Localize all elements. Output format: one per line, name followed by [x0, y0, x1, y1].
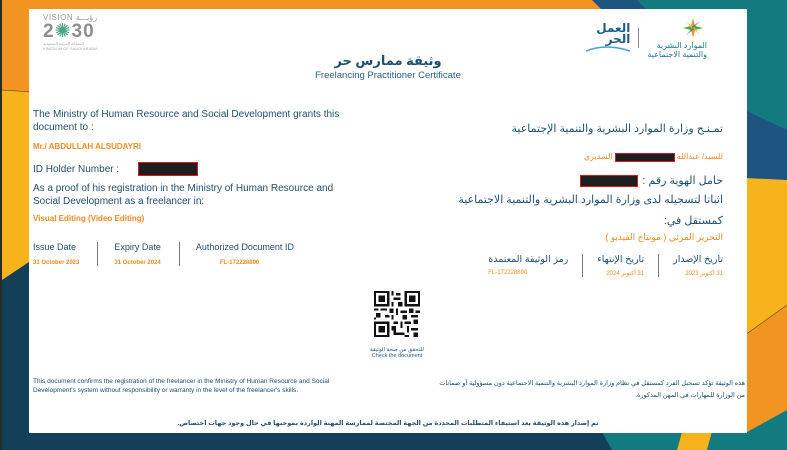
document-id-label-en: Authorized Document ID — [195, 242, 294, 252]
certificate-paper — [29, 9, 747, 433]
qr-verification[interactable] — [367, 291, 427, 359]
ministry-name-line1: الموارد البشرية — [656, 41, 707, 50]
profession-en: Visual Editing (Video Editing) — [33, 214, 145, 223]
arabic-proof: اثباتا لتسجيله لدى وزارة الموارد البشرية والتنمية الاجتماعية — [458, 194, 723, 206]
vision-digit: 2 — [43, 21, 55, 42]
qr-code-icon[interactable] — [374, 291, 420, 337]
vision-2030-logo — [43, 13, 113, 55]
vision-logo-sub-ar: المملكة العربية السعودية — [43, 41, 84, 46]
document-id-value-ar: FL-172228890 — [488, 270, 528, 276]
dates-ar — [474, 254, 723, 277]
ministry-star-icon — [679, 17, 707, 39]
redacted-name-ar — [615, 153, 675, 162]
vision-digits: 30 — [71, 21, 95, 42]
qr-label-ar: للتحقق من صحة الوثيقة — [370, 347, 424, 353]
vision-logo-sub-en: KINGDOM OF SAUDI ARABIA — [43, 46, 98, 51]
issue-date-value-ar: 31 أكتوبر 2023 — [685, 271, 723, 277]
expiry-date-label-ar: تاريخ الإنتهاء — [597, 254, 645, 265]
dates-en — [33, 242, 312, 266]
arabic-as-freelancer: كمستقل في: — [663, 215, 723, 227]
expiry-date-value-ar: 31 أكتوبر 2024 — [606, 271, 645, 277]
arabic-section — [393, 122, 723, 244]
issue-date-value-en: 31 October 2023 — [33, 260, 80, 266]
english-section — [33, 108, 353, 225]
holder-name-en: Mr./ ABDULLAH ALSUDAYRI — [33, 142, 142, 151]
title-arabic: وثيقة ممارس حر — [334, 53, 442, 68]
expiry-date-value-en: 31 October 2024 — [114, 260, 161, 266]
expiry-date-label-en: Expiry Date — [114, 242, 161, 252]
wave-icon — [586, 45, 630, 53]
qr-label-en: Check the document — [371, 353, 423, 359]
issue-date-label-en: Issue Date — [33, 242, 77, 252]
issue-date-en — [33, 242, 97, 266]
freework-line1: العمل — [596, 21, 631, 35]
logo-divider — [638, 28, 639, 48]
title-english: Freelancing Practitioner Certificate — [315, 70, 461, 81]
freework-logo — [586, 23, 630, 53]
issue-date-label-ar: تاريخ الإصدار — [673, 254, 723, 265]
expiry-date-ar — [583, 254, 659, 277]
document-id-en — [179, 242, 312, 266]
id-row-ar — [393, 174, 723, 188]
disclaimer-ar: هذه الوثيقة تؤكد تسجيل الفرد كمستقل في نظام وزارة الموارد البشرية والتنمية الاجتماعية دون مسؤولية أو ضمانات من الوزارة للمهارات في المهن المذكورة. — [439, 380, 745, 399]
id-row-en — [33, 162, 353, 176]
disclaimer-en: This document confirms the registration of the freelancer in the Ministry of Human Resource and Social Development's system without responsibility or warranty in the level of the freelancer's skills. — [33, 378, 330, 394]
redacted-id-en — [138, 162, 198, 176]
english-intro: The Ministry of Human Resource and Social Development grants this document to : — [33, 109, 340, 133]
redacted-id-ar — [580, 175, 638, 187]
certificate-frame — [2, 0, 787, 450]
vision-logo-title: VISION رؤيـــة — [43, 13, 98, 22]
english-proof: As a proof of his registration in the Ministry of Human Resource and Social Development as a freelancer in: — [33, 183, 334, 207]
id-label-en: ID Holder Number : — [33, 163, 120, 175]
document-id-value-en: FL-172228890 — [219, 260, 260, 266]
id-label-ar: حامل الهوية رقم : — [642, 175, 723, 187]
document-id-ar — [474, 254, 583, 277]
vision-logo-number — [43, 22, 113, 41]
name-prefix-ar: للسيد/ عبدالله — [676, 152, 723, 161]
disclaimer-footer-ar: تم إصدار هذه الوثيقة بعد استيفاء المتطلبات المحددة من الجهة المختصة لممارسة المهنة الواردة بموجبها في حال وجود جهات اختصاص. — [177, 420, 599, 427]
certificate-title — [29, 53, 747, 81]
expiry-date-en — [97, 242, 179, 266]
name-suffix-ar: السديري — [583, 152, 613, 161]
holder-name-ar — [393, 150, 723, 164]
profession-ar: التحرير المرئي ( مونتاج الفيديو ) — [605, 232, 723, 242]
freework-line2: الحر — [605, 32, 631, 46]
issue-date-ar — [659, 254, 723, 277]
vision-emblem-icon: ✺ — [54, 21, 72, 42]
arabic-intro: تمـنـح وزارة الموارد البشرية والتنمية الإجتماعية — [511, 123, 723, 135]
document-id-label-ar: رمز الوثيقة المعتمدة — [488, 254, 569, 265]
ministry-name-line2: والتنمية الاجتماعية — [647, 50, 707, 59]
